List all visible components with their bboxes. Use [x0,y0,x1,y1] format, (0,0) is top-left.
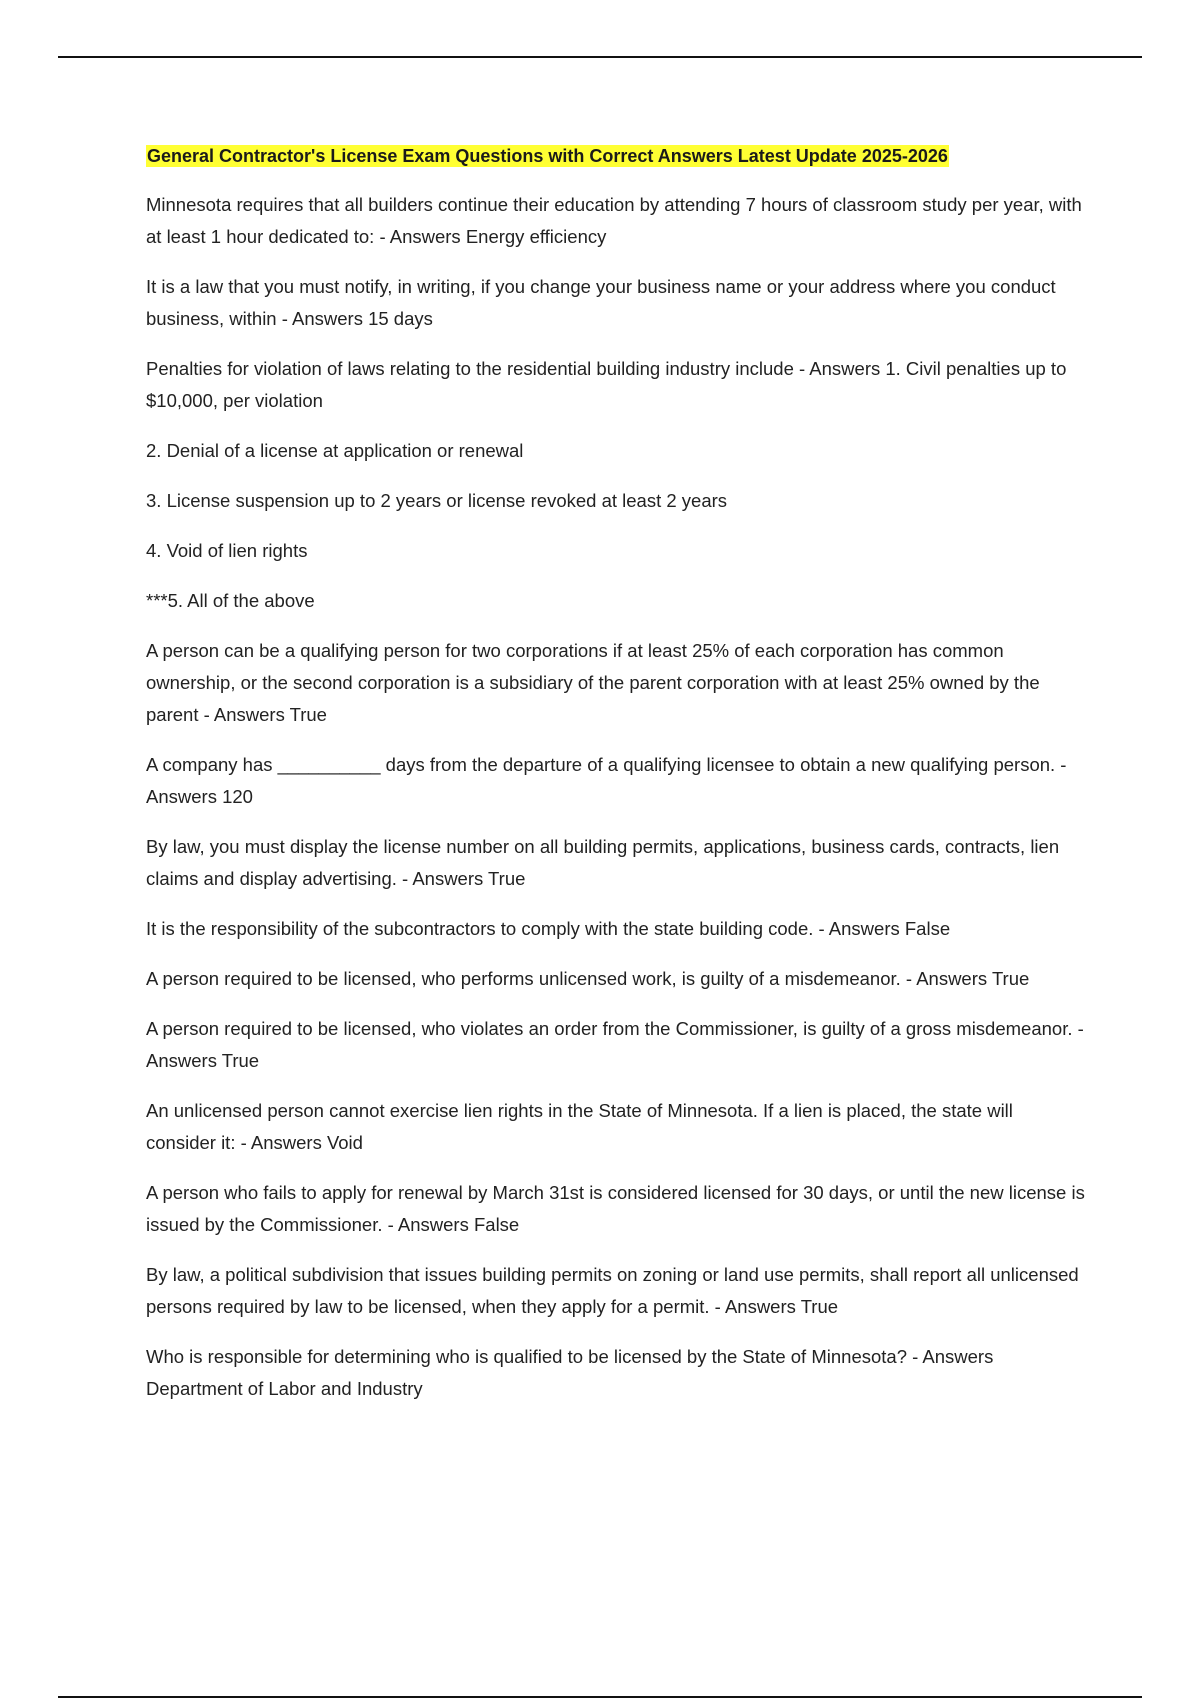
document-body [146,145,1086,1423]
qa-paragraph: It is the responsibility of the subcontractors to comply with the state building code. - Answers False [146,918,951,939]
qa-paragraph: Who is responsible for determining who is qualified to be licensed by the State of Minnesota? - Answers Department of Labor and Industry [146,1346,994,1399]
header-rule [58,56,1142,58]
qa-paragraph: Minnesota requires that all builders continue their education by attending 7 hours of classroom study per year, with at least 1 hour dedicated to: - Answers Energy efficiency [146,194,1082,247]
document-title: General Contractor's License Exam Questions with Correct Answers Latest Update 2025-2026 [147,146,948,166]
qa-paragraph: A person who fails to apply for renewal by March 31st is considered licensed for 30 days, or until the new license is issued by the Commissioner. - Answers False [146,1182,1085,1235]
qa-paragraph: By law, a political subdivision that issues building permits on zoning or land use permits, shall report all unlicensed persons required by law to be licensed, when they apply for a permit. - Answers True [146,1264,1079,1317]
qa-paragraph: A person can be a qualifying person for two corporations if at least 25% of each corporation has common ownership, or the second corporation is a subsidiary of the parent corporation with at least 25% owned by the parent - Answers True [146,640,1040,725]
list-item: 3. License suspension up to 2 years or license revoked at least 2 years [146,490,728,511]
qa-paragraph: Penalties for violation of laws relating to the residential building industry include - Answers 1. Civil penalties up to $10,000, per violation [146,358,1067,411]
qa-paragraph: By law, you must display the license number on all building permits, applications, business cards, contracts, lien claims and display advertising. - Answers True [146,836,1060,889]
list-item: 2. Denial of a license at application or renewal [146,440,524,461]
title-line [146,145,1086,169]
qa-paragraph: It is a law that you must notify, in writing, if you change your business name or your address where you conduct business, within - Answers 15 days [146,276,1056,329]
list-item: 4. Void of lien rights [146,540,308,561]
qa-paragraph: A person required to be licensed, who violates an order from the Commissioner, is guilty of a gross misdemeanor. - Answers True [146,1018,1084,1071]
qa-paragraph: A company has __________ days from the departure of a qualifying licensee to obtain a new qualifying person. - Answers 120 [146,754,1067,807]
list-item: ***5. All of the above [146,590,315,611]
qa-paragraph: An unlicensed person cannot exercise lien rights in the State of Minnesota. If a lien is placed, the state will consider it: - Answers Void [146,1100,1013,1153]
qa-paragraph: A person required to be licensed, who performs unlicensed work, is guilty of a misdemeanor. - Answers True [146,968,1030,989]
footer-rule [58,1696,1142,1698]
